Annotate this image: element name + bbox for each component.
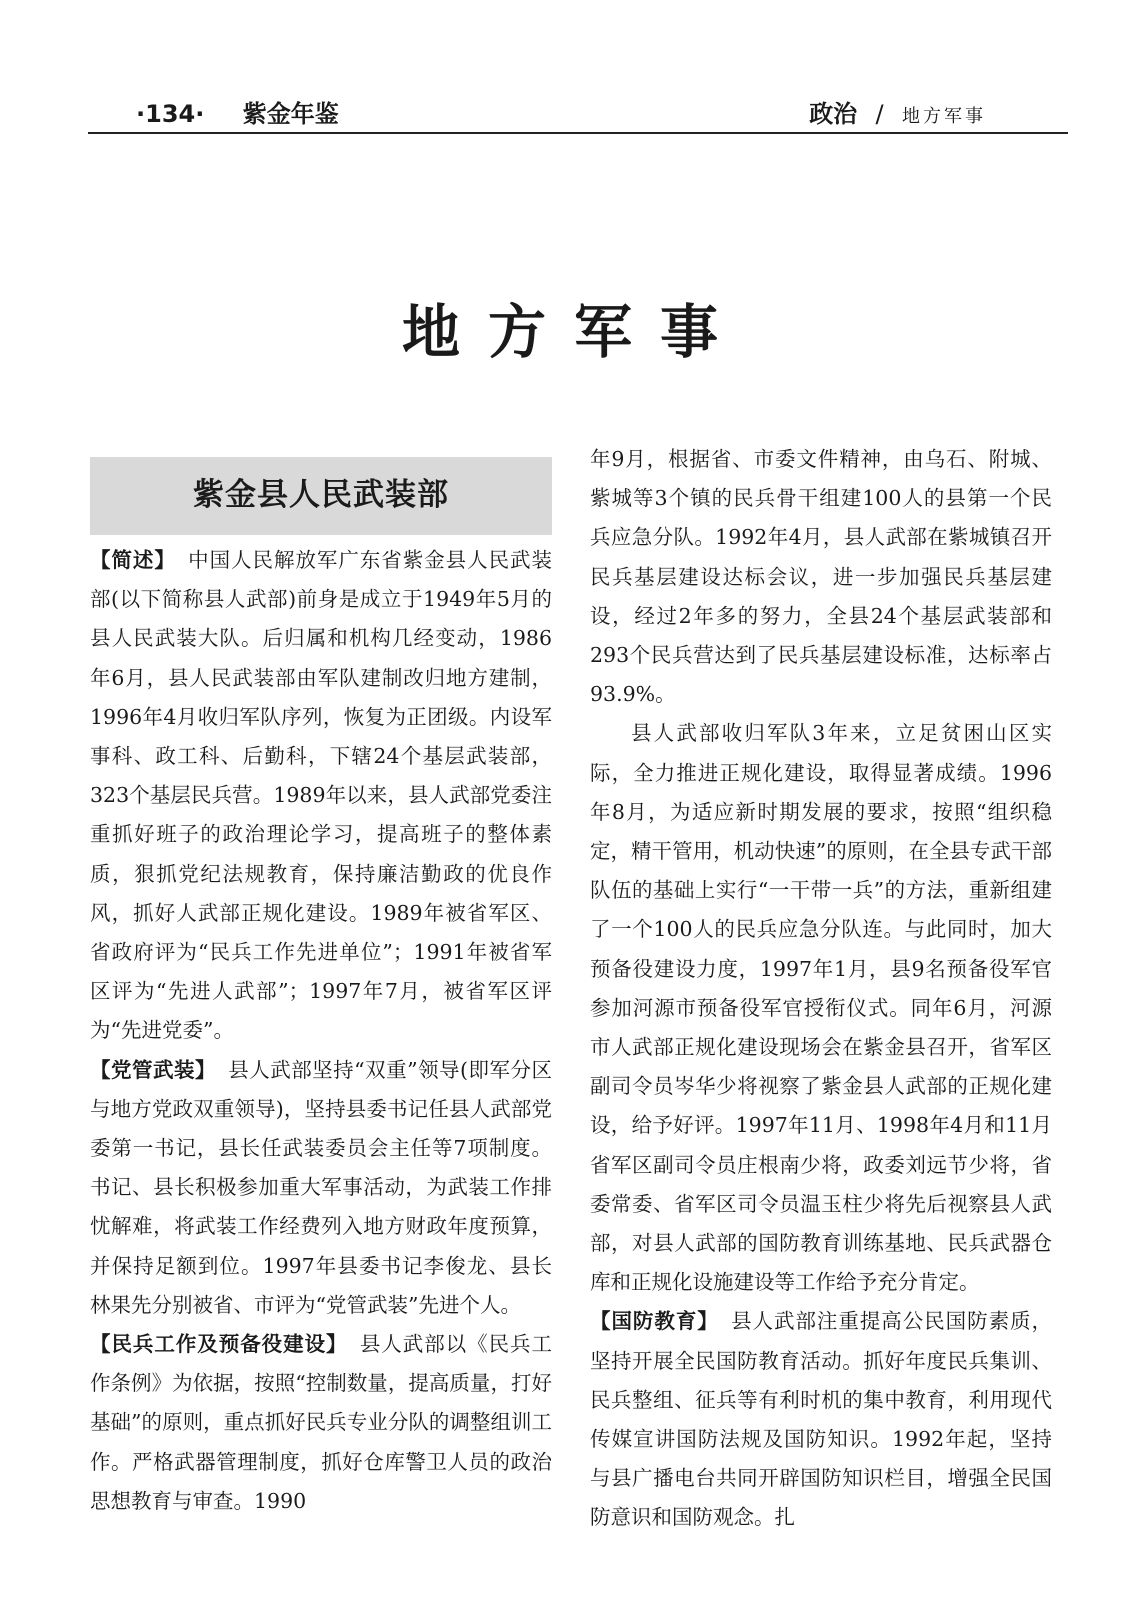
page-number: ·134· <box>136 100 205 128</box>
paragraph-text: 年9月，根据省、市委文件精神，由乌石、附城、紫城等3个镇的民兵骨干组建100人的县第一个民兵应急分队。1992年4月，县人武部在紫城镇召开民兵基层建设达标会议，进一步加强民兵基层建设，经过2年多的努力，全县24个基层武装部和293个民兵营达到了民兵基层建设标准，达标率占93.9%。 <box>590 447 1052 707</box>
paragraph-text: 县人武部以《民兵工作条例》为依据，按照“控制数量，提高质量，打好基础”的原则，重点抓好民兵专业分队的调整组训工作。严格武器管理制度，抓好仓库警卫人员的政治思想教育与审查。1990 <box>90 1332 553 1513</box>
section-title: 地方军事 <box>401 298 746 366</box>
right-column <box>590 440 1052 1538</box>
paragraph-tag: 【党管武装】 <box>90 1057 216 1082</box>
paragraph-tag: 【国防教育】 <box>590 1309 719 1334</box>
paragraph-defense-education <box>590 1302 1052 1537</box>
org-title-box <box>90 457 552 535</box>
paragraph-party-leadership <box>90 1051 552 1325</box>
paragraph-text: 中国人民解放军广东省紫金县人民武装部(以下简称县人武部)前身是成立于1949年5月的县人民武装大队。后归属和机构几经变动，1986年6月，县人民武装部由军队建制改归地方建制，1996年4月收归军队序列，恢复为正团级。内设军事科、政工科、后勤科，下辖24个基层武装部，323个基层民兵营。1989年以来，县人武部党委注重抓好班子的政治理论学习，提高班子的整体素质，狠抓党纪法规教育，保持廉洁勤政的优良作风，抓好人武部正规化建设。1989年被省军区、省政府评为“民兵工作先进单位”；1991年被省军区评为“先进人武部”；1997年7月，被省军区评为“先进党委”。 <box>90 548 553 1043</box>
paragraph-text: 县人武部坚持“双重”领导(即军分区与地方党政双重领导)，坚持县委书记任县人武部党委第一书记，县长任武装委员会主任等7项制度。书记、县长积极参加重大军事活动，为武装工作排忧解难，将武装工作经费列入地方财政年度预算，并保持足额到位。1997年县委书记李俊龙、县长林果先分别被省、市评为“党管武装”先进个人。 <box>90 1057 552 1317</box>
book-title: 紫金年鉴 <box>242 100 339 128</box>
paragraph-overview <box>90 541 552 1051</box>
org-title: 紫金县人民武装部 <box>193 477 449 514</box>
paragraph-tag: 【民兵工作及预备役建设】 <box>90 1332 348 1357</box>
paragraph-text: 县人武部注重提高公民国防素质，坚持开展全民国防教育活动。抓好年度民兵集训、民兵整组、征兵等有利时机的集中教育，利用现代传媒宣讲国防法规及国防知识。1992年起，坚持与县广播电台共同开辟国防知识栏目，增强全民国防意识和国防观念。扎 <box>590 1309 1053 1530</box>
paragraph-militia <box>90 1325 552 1521</box>
header-category: 政治 <box>809 100 858 128</box>
left-column <box>90 440 552 1521</box>
header-right <box>809 94 986 129</box>
paragraph-regularization <box>590 714 1052 1302</box>
header-left <box>136 94 339 129</box>
header-separator: / <box>875 100 884 128</box>
running-header <box>88 92 1068 134</box>
paragraph-text: 县人武部收归军队3年来，立足贫困山区实际，全力推进正规化建设，取得显著成绩。1996年8月，为适应新时期发展的要求，按照“组织稳定，精干管用，机动快速”的原则，在全县专武干部队伍的基础上实行“一干带一兵”的方法，重新组建了一个100人的民兵应急分队连。与此同时，加大预备役建设力度，1997年1月，县9名预备役军官参加河源市预备役军官授衔仪式。同年6月，河源市人武部正规化建设现场会在紫金县召开，省军区副司令员岑华少将视察了紫金县人武部的正规化建设，给予好评。1997年11月、1998年4月和11月省军区副司令员庄根南少将，政委刘远节少将，省委常委、省军区司令员温玉柱少将先后视察县人武部，对县人武部的国防教育训练基地、民兵武器仓库和正规化设施建设等工作给予充分肯定。 <box>590 721 1052 1295</box>
paragraph-tag: 【简述】 <box>90 548 176 572</box>
header-subcategory: 地方军事 <box>902 106 986 127</box>
paragraph-continued <box>590 440 1052 714</box>
